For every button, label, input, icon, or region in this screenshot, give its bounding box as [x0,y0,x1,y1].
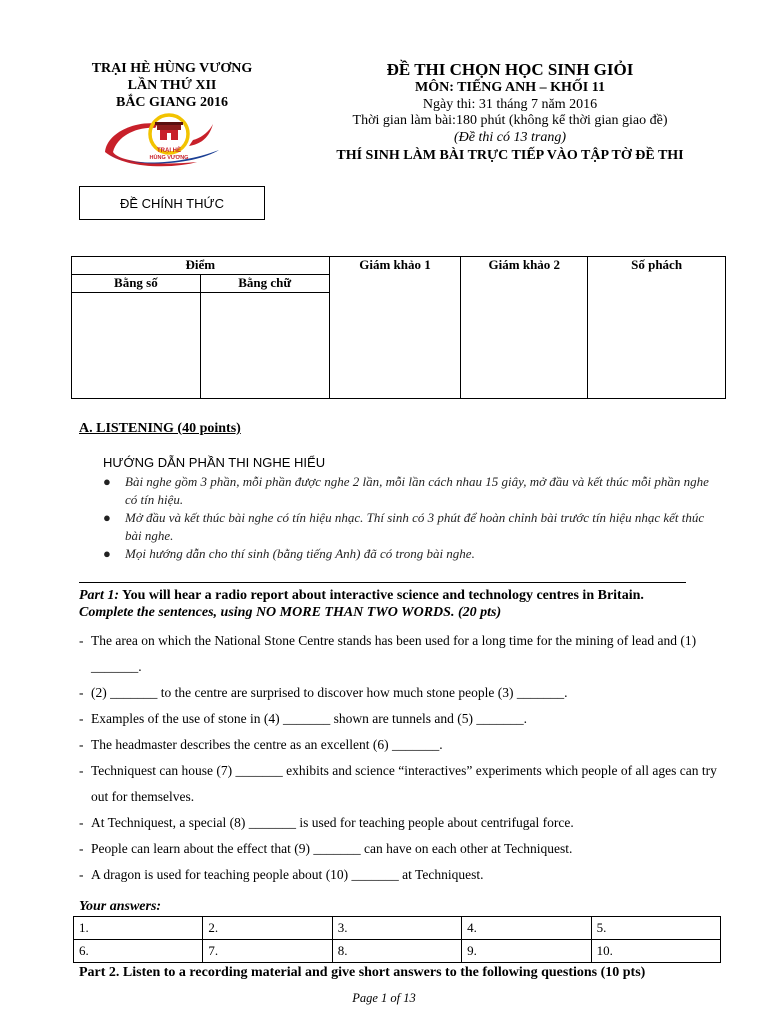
section-a-title: A. LISTENING (40 points) [79,421,241,436]
serial-cell[interactable] [588,257,726,399]
examiner1-cell[interactable] [329,257,461,399]
part1-intro: You will hear a radio report about interactive science and technology centres in Britain. [119,588,644,603]
answer-cell[interactable]: 7. [203,940,332,963]
examiner2-cell[interactable] [461,257,588,399]
part1-label: Part 1: [79,588,120,603]
answer-cell[interactable]: 3. [332,917,461,940]
exam-subject: MÔN: TIẾNG ANH – KHỐI 11 [415,80,605,95]
answers-label: Your answers: [79,899,162,914]
organizer-line-1: TRẠI HÈ HÙNG VƯƠNG [91,61,253,76]
answer-cell[interactable]: 6. [74,940,203,963]
organizer-line-3: BẮC GIANG 2016 [115,95,228,110]
score-header: Điểm [72,257,330,275]
exam-date: Ngày thi: 31 tháng 7 năm 2016 [422,96,598,112]
examiner2-label: Giám khảo 2 [488,257,561,272]
instruction-bullet [103,545,723,563]
answer-cell[interactable]: 10. [591,940,720,963]
instruction-text: Mở đầu và kết thúc bài nghe có tín hiệu nhạc. Thí sinh có 3 phút để hoàn chỉnh bài trước tín hiệu nhạc kết thúc bài nghe. [125,510,705,543]
exam-duration: Thời gian làm bài:180 phút (không kể thời gian giao đề) [352,113,668,128]
sentence-item: - The headmaster describes the centre as an excellent (6) _______. [79,737,443,752]
official-exam-box: ĐỀ CHÍNH THỨC [79,186,265,220]
sentence-text: People can learn about the effect that (9) _______ can have on each other at Techniquest. [91,841,573,856]
answers-table [73,916,721,963]
logo-text-1: TRẠI HÈ [157,148,181,154]
sentence-item: - People can learn about the effect that (9) _______ can have on each other at Techniquest. [79,841,573,856]
score-words-cell[interactable] [200,293,329,399]
exam-instruction: THÍ SINH LÀM BÀI TRỰC TIẾP VÀO TẬP TỜ ĐỀ THI [336,148,684,163]
sentence-text: At Techniquest, a special (8) _______ is used for teaching people about centrifugal force. [91,815,574,830]
exam-pages-note: (Đề thi có 13 trang) [454,129,566,145]
sentence-text: Techniquest can house (7) _______ exhibits and science “interactives” experiments which people of all ages can try out for themselves. [91,763,717,804]
score-number-cell[interactable] [72,293,201,399]
sentence-text: The area on which the National Stone Centre stands has been used for a long time for the mining of lead and (1) _______. [91,633,697,674]
listening-instructions-list [103,473,723,563]
answer-cell[interactable]: 8. [332,940,461,963]
answer-cell[interactable]: 1. [74,917,203,940]
page-number: Page 1 of 13 [352,991,416,1005]
exam-header [300,60,720,165]
organizer-block [72,60,272,111]
answer-cell[interactable]: 5. [591,917,720,940]
instruction-bullet [103,473,723,509]
sentence-item: - Techniquest can house (7) _______ exhibits and science “interactives” experiments which people of all ages can try out for themselves. [79,763,717,804]
camp-logo-icon [97,110,237,172]
sentence-item: - (2) _______ to the centre are surprised to discover how much stone people (3) _______. [79,685,568,700]
sentence-text: (2) _______ to the centre are surprised to discover how much stone people (3) _______. [91,685,568,700]
sentence-item: - The area on which the National Stone Centre stands has been used for a long time for the mining of lead and (1) _______. [79,633,697,674]
part1-heading [79,587,719,621]
answer-cell[interactable]: 9. [462,940,591,963]
part1-sentences [79,628,719,888]
bullet-icon: ● [103,546,111,561]
sentence-item: - A dragon is used for teaching people about (10) _______ at Techniquest. [79,867,484,882]
part2-heading: Part 2. Listen to a recording material and give short answers to the following questions (10 pts) [79,965,646,980]
logo-text-2: HÙNG VƯƠNG [149,155,189,161]
bullet-icon: ● [103,474,111,489]
by-number-header: Bằng số [72,275,201,293]
sentence-text: A dragon is used for teaching people about (10) _______ at Techniquest. [91,867,484,882]
instruction-text: Mọi hướng dẫn cho thí sinh (bằng tiếng Anh) đã có trong bài nghe. [125,546,475,561]
sentence-text: Examples of the use of stone in (4) _______ shown are tunnels and (5) _______. [91,711,528,726]
instruction-bullet [103,509,723,545]
examiner1-label: Giám khảo 1 [359,257,431,272]
answer-cell[interactable]: 2. [203,917,332,940]
answer-cell[interactable]: 4. [462,917,591,940]
part1-instruction: Complete the sentences, using NO MORE THAN TWO WORDS. (20 pts) [79,605,502,620]
exam-title: ĐỀ THI CHỌN HỌC SINH GIỎI [386,60,634,79]
sentence-item: - Examples of the use of stone in (4) _______ shown are tunnels and (5) _______. [79,711,528,726]
listening-instructions-title: HƯỚNG DẪN PHẦN THI NGHE HIỂU [103,455,326,470]
sentence-text: The headmaster describes the centre as an excellent (6) _______. [91,737,443,752]
instruction-text: Bài nghe gồm 3 phần, mỗi phần được nghe 2 lần, mỗi lần cách nhau 15 giây, mở đầu và kết thúc mỗi phần nghe có tín hiệu. [125,474,709,507]
score-table [71,256,726,399]
serial-label: Số phách [631,257,683,272]
bullet-icon: ● [103,510,111,525]
by-words-header: Bằng chữ [200,275,329,293]
sentence-item: - At Techniquest, a special (8) _______ is used for teaching people about centrifugal force. [79,815,574,830]
organizer-line-2: LẦN THỨ XII [127,78,217,93]
section-divider [79,582,686,583]
